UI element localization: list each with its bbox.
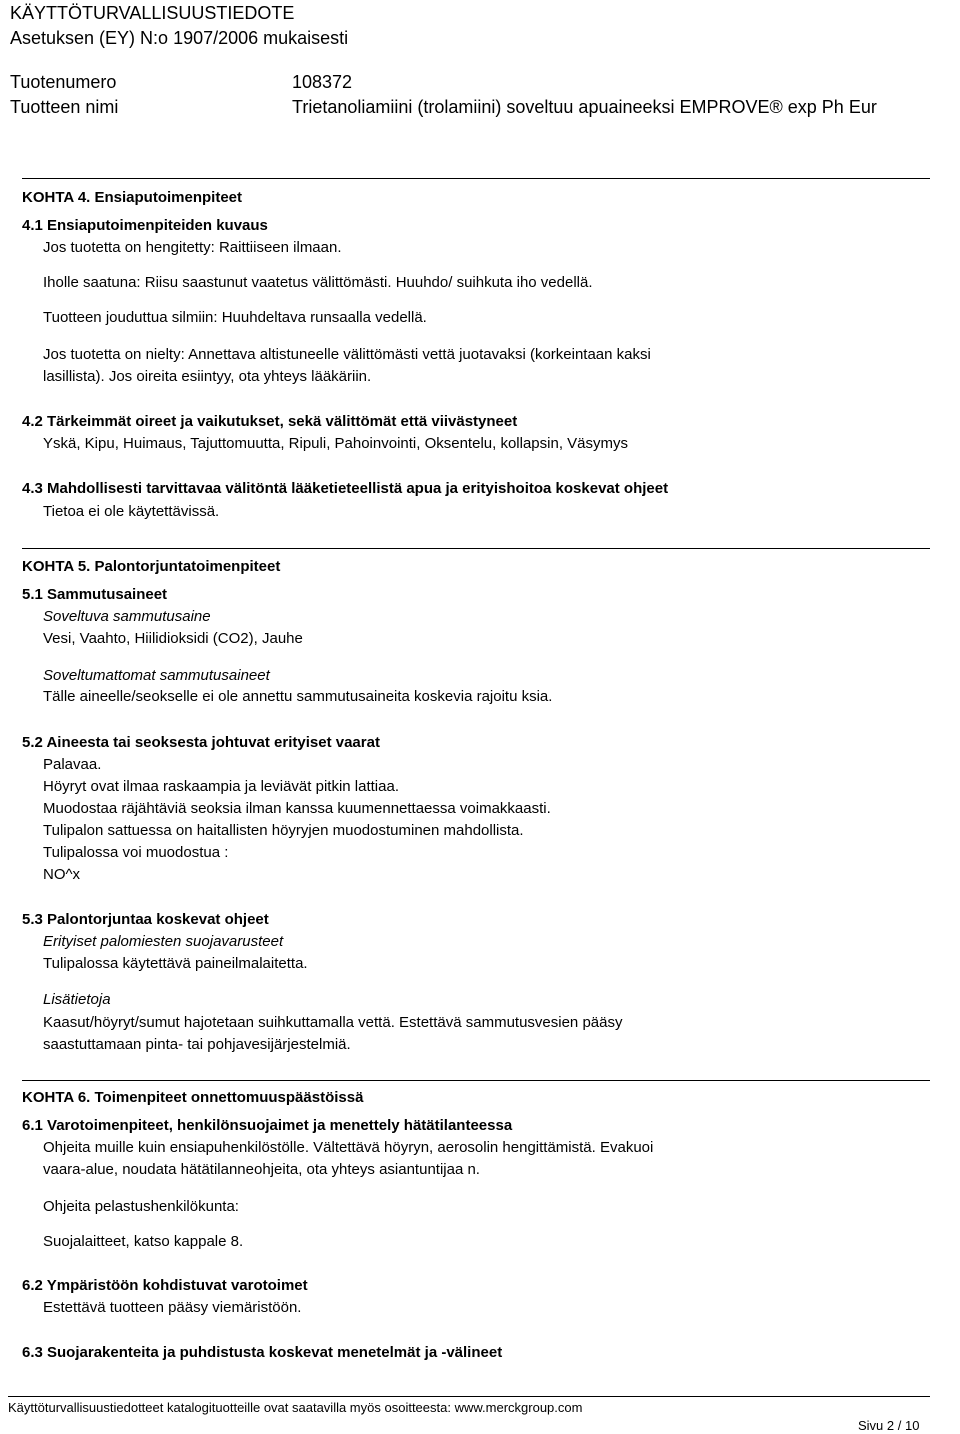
text-line: Iholle saatuna: Riisu saastunut vaatetus välittömästi. Huuhdo/ suihkuta iho vedellä. — [43, 274, 593, 291]
document-title: KÄYTTÖTURVALLISUUSTIEDOTE — [10, 3, 295, 23]
footer-note: Käyttöturvallisuustiedotteet katalogituotteille ovat saatavilla myös osoitteesta: www.merckgroup.com — [8, 1400, 583, 1415]
text-line: Tälle aineelle/seokselle ei ole annettu sammutusaineita koskevia rajoitu ksia. — [43, 688, 553, 705]
text-line: Jos tuotetta on hengitetty: Raittiiseen ilmaan. — [43, 239, 342, 256]
text-line: Estettävä tuotteen pääsy viemäristöön. — [43, 1299, 302, 1316]
product-name-label: Tuotteen nimi — [10, 97, 119, 117]
footer-divider — [8, 1396, 930, 1397]
text-line: Suojalaitteet, katso kappale 8. — [43, 1233, 244, 1250]
subsection-5-2-title: 5.2 Aineesta tai seoksesta johtuvat erityiset vaarat — [22, 734, 380, 751]
text-line: lasillista). Jos oireita esiintyy, ota yhteys lääkäriin. — [43, 368, 372, 385]
subsection-4-3-title: 4.3 Mahdollisesti tarvittavaa välitöntä lääketieteellistä apua ja erityishoitoa koskevat ohjeet — [22, 480, 669, 497]
text-line: Ohjeita muille kuin ensiapuhenkilöstölle. Vältettävä höyryn, aerosolin hengittämistä. Evakuoi — [43, 1139, 654, 1156]
text-line: Kaasut/höyryt/sumut hajotetaan suihkuttamalla vettä. Estettävä sammutusvesien pääsy — [43, 1014, 623, 1031]
section-4-title: KOHTA 4. Ensiaputoimenpiteet — [22, 189, 243, 206]
subsection-5-1-title: 5.1 Sammutusaineet — [22, 586, 168, 603]
subsection-4-2-title: 4.2 Tärkeimmät oireet ja vaikutukset, sekä välittömät että viivästyneet — [22, 413, 518, 430]
text-line: Palavaa. — [43, 756, 102, 773]
text-line: vaara-alue, noudata hätätilanneohjeita, ota yhteys asiantuntijaa n. — [43, 1161, 480, 1178]
text-line: Ohjeita pelastushenkilökunta: — [43, 1198, 239, 1215]
section-divider — [22, 1080, 930, 1081]
subheading: Lisätietoja — [43, 991, 111, 1008]
section-divider — [22, 548, 930, 549]
product-number-label: Tuotenumero — [10, 72, 117, 92]
text-line: NO^x — [43, 866, 81, 883]
subheading: Soveltuva sammutusaine — [43, 608, 211, 625]
subsection-6-3-title: 6.3 Suojarakenteita ja puhdistusta koskevat menetelmät ja -välineet — [22, 1344, 503, 1361]
regulation-subtitle: Asetuksen (EY) N:o 1907/2006 mukaisesti — [10, 28, 349, 48]
subsection-5-3-title: 5.3 Palontorjuntaa koskevat ohjeet — [22, 911, 269, 928]
text-line: Tulipalossa käytettävä paineilmalaitetta. — [43, 955, 308, 972]
text-line: Tietoa ei ole käytettävissä. — [43, 503, 220, 520]
subsection-6-1-title: 6.1 Varotoimenpiteet, henkilönsuojaimet ja menettely hätätilanteessa — [22, 1117, 513, 1134]
text-line: saastuttamaan pinta- tai pohjavesijärjestelmiä. — [43, 1036, 351, 1053]
product-name-value: Trietanoliamiini (trolamiini) soveltuu apuaineeksi EMPROVE® exp Ph Eur — [292, 97, 877, 117]
text-line: Yskä, Kipu, Huimaus, Tajuttomuutta, Ripuli, Pahoinvointi, Oksentelu, kollapsin, Väsymys — [43, 435, 628, 452]
text-line: Vesi, Vaahto, Hiilidioksidi (CO2), Jauhe — [43, 630, 303, 647]
page-number: Sivu 2 / 10 — [858, 1418, 920, 1433]
section-divider — [22, 178, 930, 179]
subsection-4-1-title: 4.1 Ensiaputoimenpiteiden kuvaus — [22, 217, 268, 234]
subsection-6-2-title: 6.2 Ympäristöön kohdistuvat varotoimet — [22, 1277, 308, 1294]
text-line: Höyryt ovat ilmaa raskaampia ja leviävät pitkin lattiaa. — [43, 778, 399, 795]
text-line: Tulipalossa voi muodostua : — [43, 844, 229, 861]
section-6-title: KOHTA 6. Toimenpiteet onnettomuuspäästöissä — [22, 1089, 364, 1106]
text-line: Tuotteen jouduttua silmiin: Huuhdeltava runsaalla vedellä. — [43, 309, 427, 326]
subheading: Soveltumattomat sammutusaineet — [43, 667, 270, 684]
text-line: Tulipalon sattuessa on haitallisten höyryjen muodostuminen mahdollista. — [43, 822, 524, 839]
text-line: Muodostaa räjähtäviä seoksia ilman kanssa kuumennettaessa voimakkaasti. — [43, 800, 551, 817]
text-line: Jos tuotetta on nielty: Annettava altistuneelle välittömästi vettä juotavaksi (korkeintaan kaksi — [43, 346, 651, 363]
section-5-title: KOHTA 5. Palontorjuntatoimenpiteet — [22, 558, 281, 575]
subheading: Erityiset palomiesten suojavarusteet — [43, 933, 284, 950]
product-number-value: 108372 — [292, 72, 353, 92]
